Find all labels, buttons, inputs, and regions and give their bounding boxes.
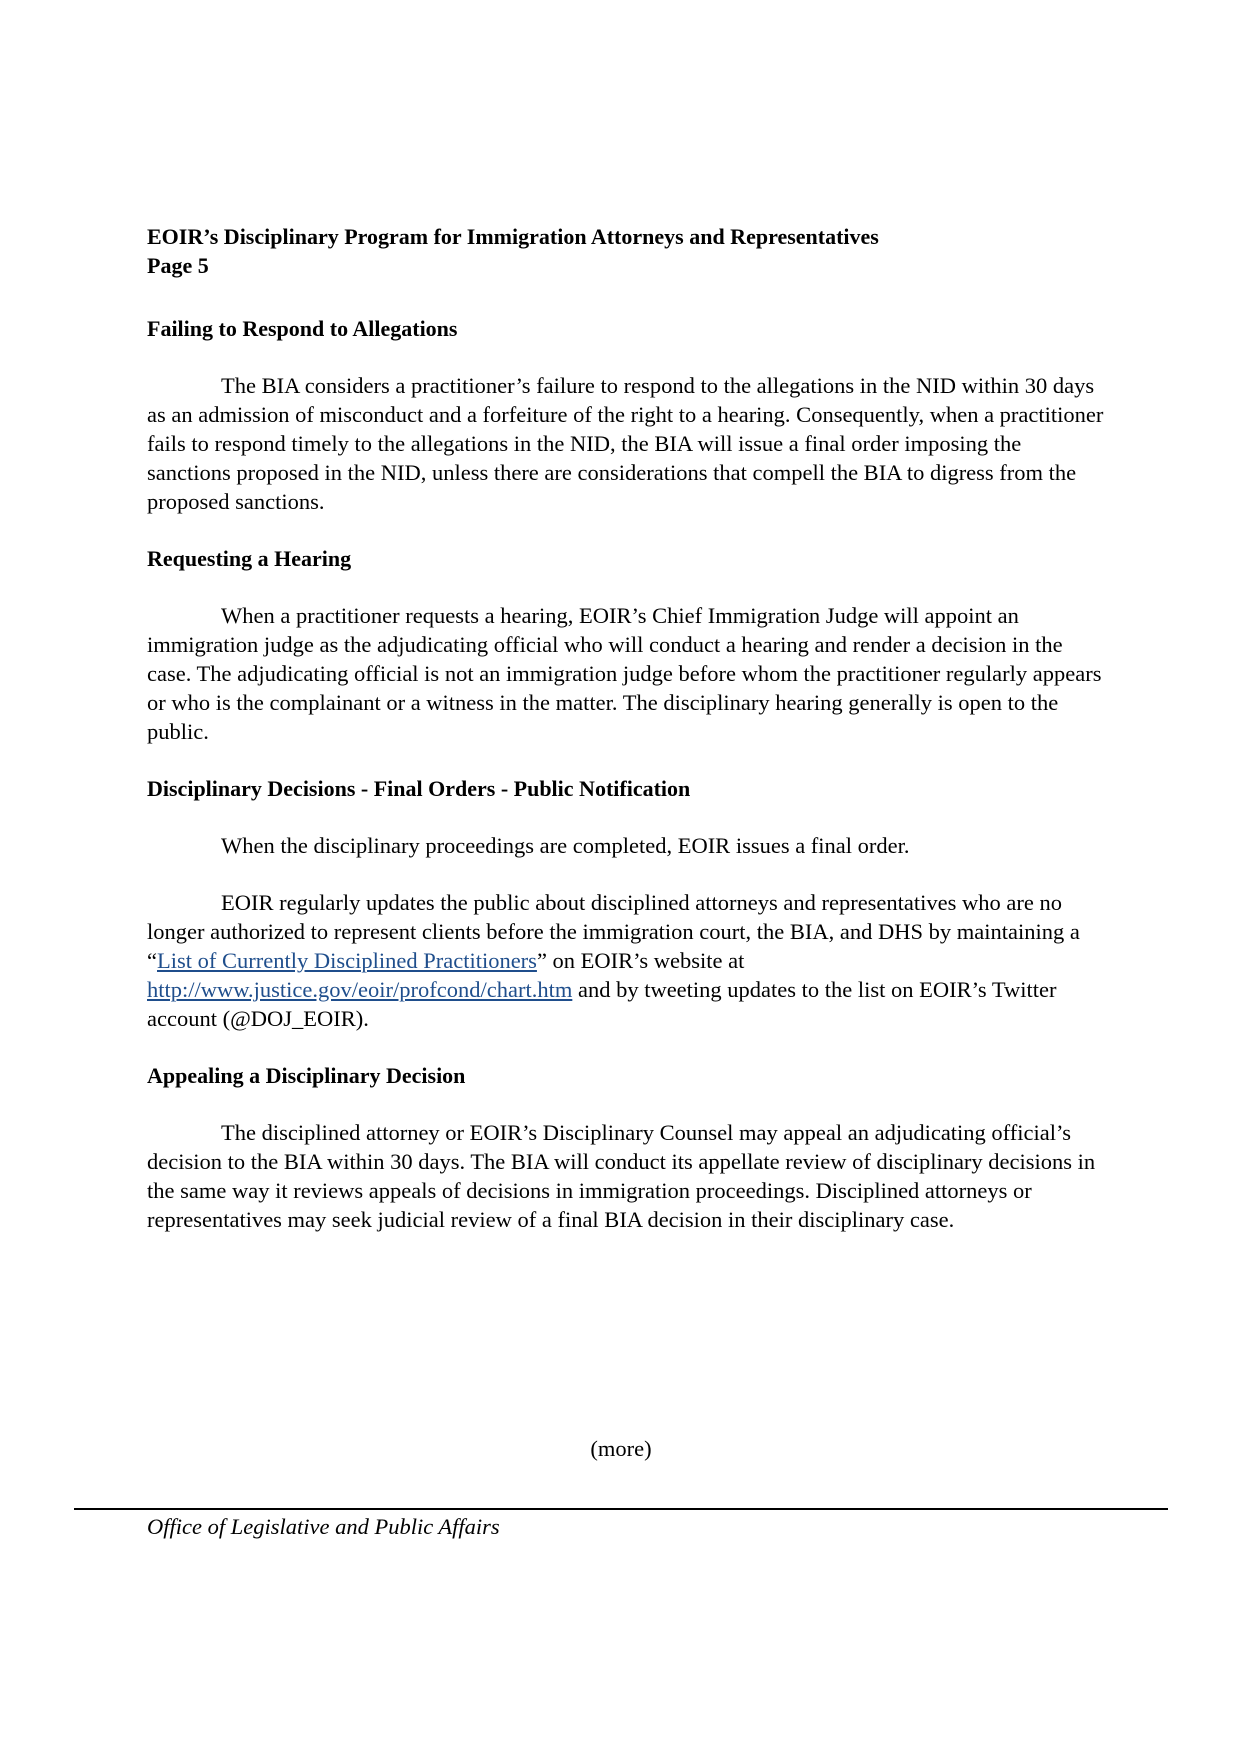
notification-text-part1: EOIR regularly updates the public about disciplined attorneys and representatives who are no longer authorized to represent clients before the immigration court, the BIA, and DHS by maintaining a “ [147,890,1080,973]
paragraph-public-notification [147,888,1107,1033]
page-content [147,222,1107,1234]
paragraph-final-order: When the disciplinary proceedings are completed, EOIR issues a final order. [221,833,910,858]
notification-text-part2: ” on EOIR’s website at [536,948,745,973]
more-indicator: (more) [590,1436,652,1461]
disciplined-practitioners-list-link[interactable]: List of Currently Disciplined Practitioners [157,948,537,973]
paragraph-appealing-decision: The disciplined attorney or EOIR’s Disciplinary Counsel may appeal an adjudicating official’s decision to the BIA within 30 days. The BIA will conduct its appellate review of disciplinary decisions in the same way it reviews appeals of decisions in immigration proceedings. Disciplined attorneys or representatives may seek judicial review of a final BIA decision in their disciplinary case. [147,1120,1096,1232]
document-title: EOIR’s Disciplinary Program for Immigration Attorneys and Representatives [147,224,879,249]
heading-appealing-decision: Appealing a Disciplinary Decision [147,1063,466,1088]
eoir-chart-url-link[interactable]: http://www.justice.gov/eoir/profcond/chart.htm [147,977,573,1002]
paragraph-failing-to-respond: The BIA considers a practitioner’s failure to respond to the allegations in the NID within 30 days as an admission of misconduct and a forfeiture of the right to a hearing. Consequently, when a practitioner fails to respond timely to the allegations in the NID, the BIA will issue a final order imposing the sanctions proposed in the NID, unless there are considerations that compell the BIA to digress from the proposed sanctions. [147,373,1104,514]
footer-office-name: Office of Legislative and Public Affairs [147,1514,500,1539]
heading-requesting-hearing: Requesting a Hearing [147,546,352,571]
footer-divider [74,1508,1168,1510]
notification-text-part3: and by tweeting updates to the list on EOIR’s Twitter account (@DOJ_EOIR). [147,977,1057,1031]
paragraph-requesting-hearing: When a practitioner requests a hearing, EOIR’s Chief Immigration Judge will appoint an immigration judge as the adjudicating official who will conduct a hearing and render a decision in the case. The adjudicating official is not an immigration judge before whom the practitioner regularly appears or who is the complainant or a witness in the matter. The disciplinary hearing generally is open to the public. [147,603,1102,744]
heading-failing-to-respond: Failing to Respond to Allegations [147,316,458,341]
heading-disciplinary-decisions: Disciplinary Decisions - Final Orders - Public Notification [147,776,691,801]
page-number-label: Page 5 [147,253,209,278]
